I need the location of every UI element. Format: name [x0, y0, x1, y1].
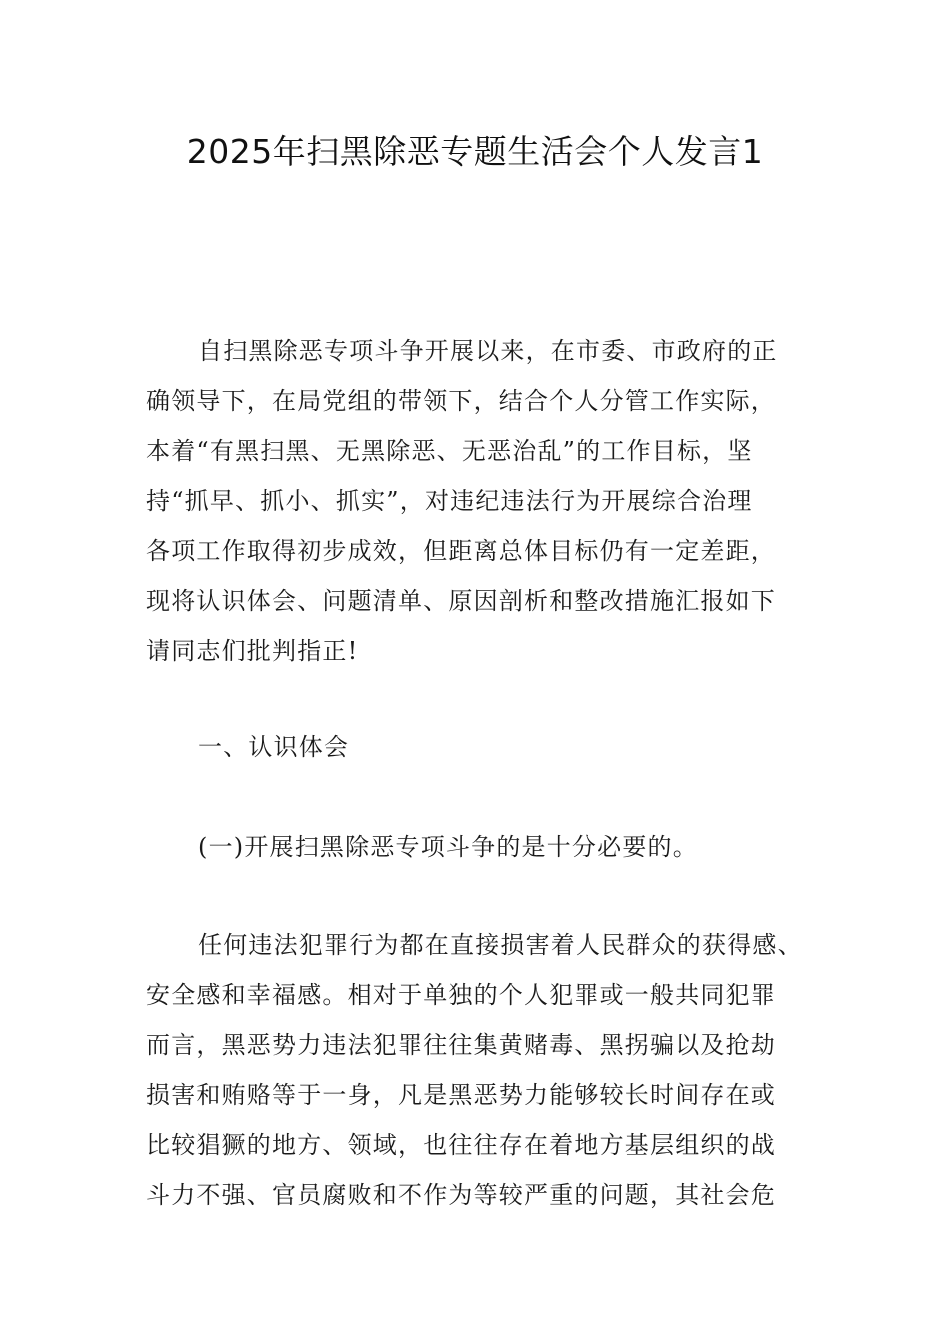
intro-line: 确领导下，在局党组的带领下，结合个人分管工作实际， [146, 387, 776, 415]
intro-paragraph [146, 326, 836, 676]
body-line: 安全感和幸福感。相对于单独的个人犯罪或一般共同犯罪 [146, 981, 776, 1009]
intro-line: 持“抓早、抓小、抓实”，对违纪违法行为开展综合治理 [146, 487, 753, 515]
body-line: 任何违法犯罪行为都在直接损害着人民群众的获得感、 [198, 931, 803, 959]
intro-line: 自扫黑除恶专项斗争开展以来，在市委、市政府的正 [198, 337, 778, 365]
body-line: 而言，黑恶势力违法犯罪往往集黄赌毒、黑拐骗以及抢劫 [146, 1031, 776, 1059]
subsection-heading: (一)开展扫黑除恶专项斗争的是十分必要的。 [198, 833, 698, 861]
intro-line: 现将认识体会、问题清单、原因剖析和整改措施汇报如下 [146, 587, 776, 615]
section-heading: 一、认识体会 [198, 733, 350, 761]
intro-line: 本着“有黑扫黑、无黑除恶、无恶治乱”的工作目标，坚 [146, 437, 753, 465]
intro-line: 请同志们批判指正! [146, 637, 359, 665]
body-line: 比较猖獗的地方、领域，也往往存在着地方基层组织的战 [146, 1131, 776, 1159]
body-line: 斗力不强、官员腐败和不作为等较严重的问题，其社会危 [146, 1181, 776, 1209]
body-paragraph [146, 920, 836, 1220]
body-line: 损害和贿赂等于一身，凡是黑恶势力能够较长时间存在或 [146, 1081, 776, 1109]
document-title: 2025年扫黑除恶专题生活会个人发言1 [186, 132, 764, 171]
intro-line: 各项工作取得初步成效，但距离总体目标仍有一定差距， [146, 537, 776, 565]
